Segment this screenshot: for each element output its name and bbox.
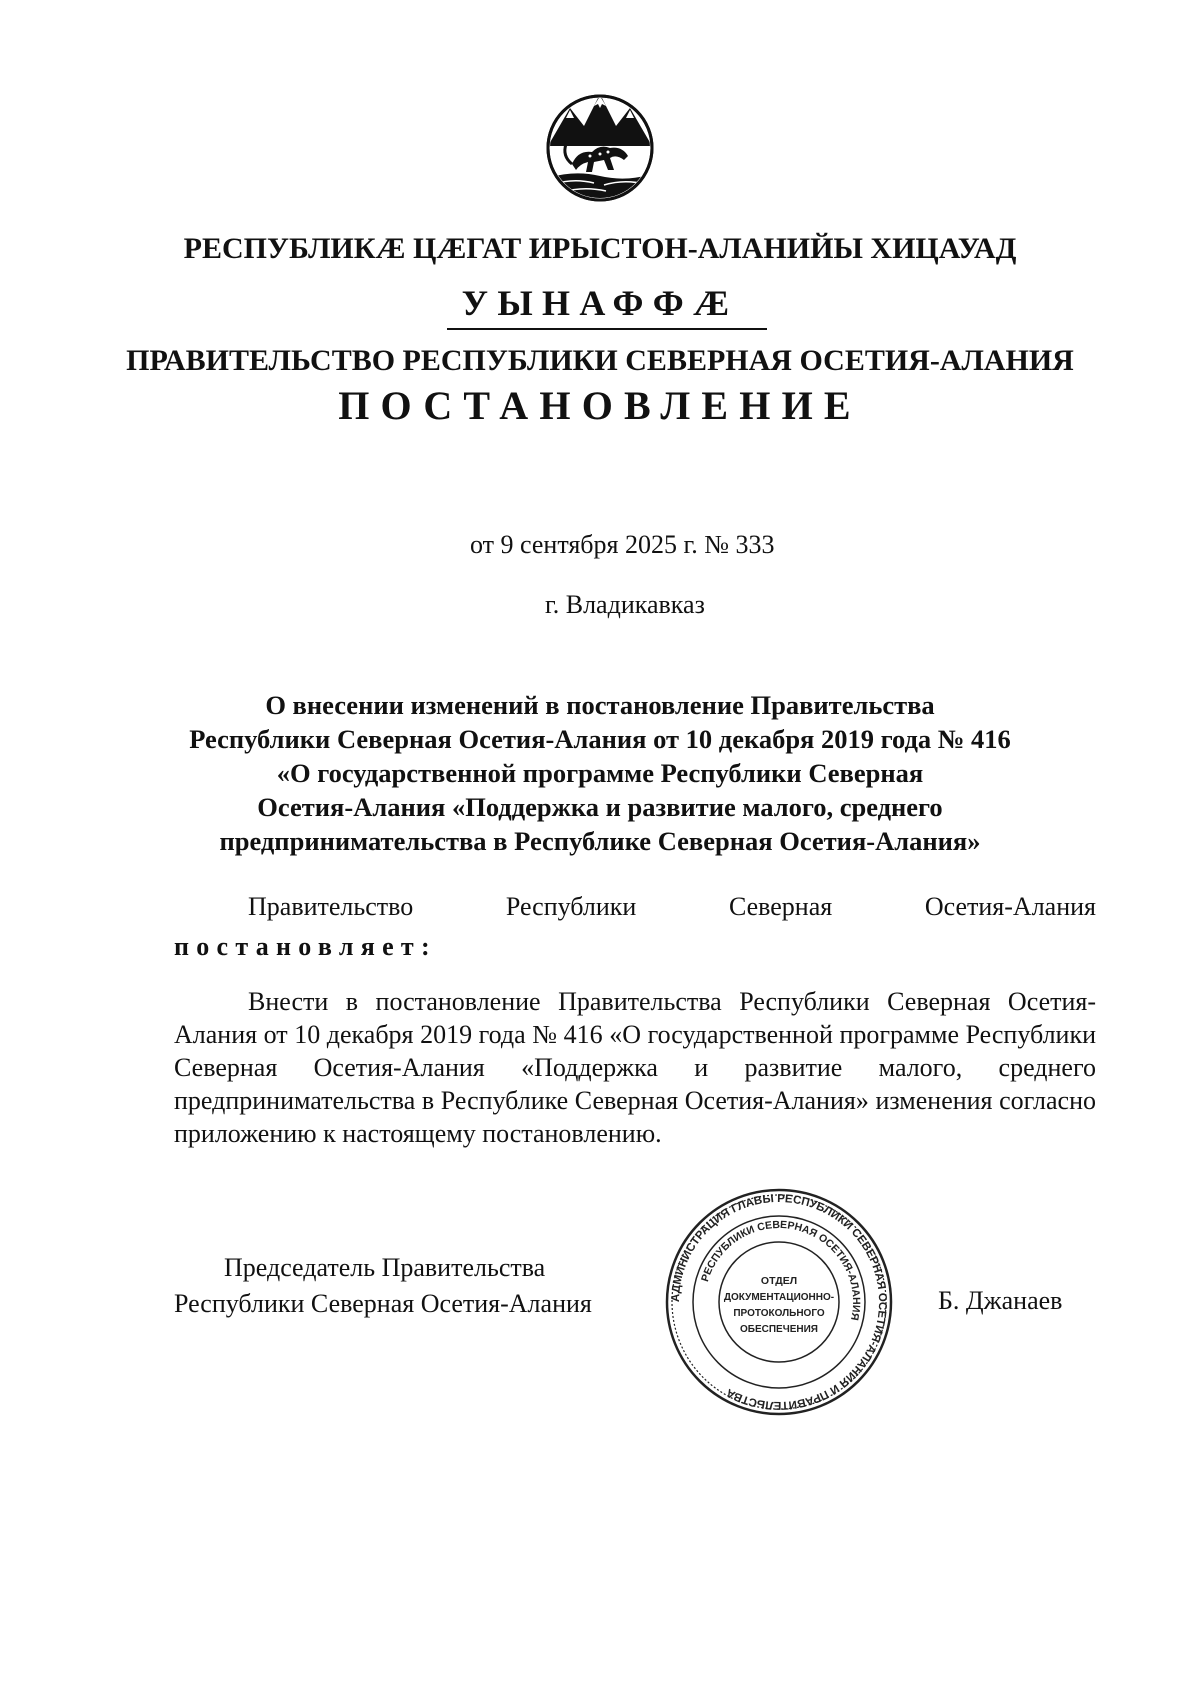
seal-inner-ring-text: РЕСПУБЛИКИ СЕВЕРНАЯ ОСЕТИЯ-АЛАНИЯ xyxy=(699,1218,863,1322)
preamble-word: Северная xyxy=(728,892,833,921)
official-seal-stamp xyxy=(652,1188,906,1416)
resolution-date-number: от 9 сентября 2025 г. № 333 xyxy=(470,530,775,559)
heading-divider xyxy=(447,328,767,330)
seal-center-line: ДОКУМЕНТАЦИОННО- xyxy=(723,1292,835,1303)
signatory-position-line: Председатель Правительства xyxy=(224,1253,546,1282)
title-line: Осетия-Алания «Поддержка и развитие малого, среднего xyxy=(257,792,943,822)
title-line: О внесении изменений в постановление Правительства xyxy=(265,690,935,720)
resolution-heading-russian: ПОСТАНОВЛЕНИЕ xyxy=(338,383,862,428)
resolution-city: г. Владикавказ xyxy=(545,590,705,619)
resolution-heading-ossetian: УЫНАФФӔ xyxy=(461,283,739,323)
seal-center-line: ПРОТОКОЛЬНОГО xyxy=(733,1308,825,1319)
signatory-position xyxy=(174,1250,592,1322)
seal-center-line: ОБЕСПЕЧЕНИЯ xyxy=(739,1324,819,1335)
title-line: предпринимательства в Республике Северная Осетия-Алания» xyxy=(219,826,981,856)
seal-center-line: ОТДЕЛ xyxy=(760,1275,798,1287)
preamble-word: Правительство xyxy=(248,892,414,921)
north-ossetia-coat-of-arms-icon xyxy=(544,86,656,216)
title-line: Республики Северная Осетия-Алания от 10 декабря 2019 года № 416 xyxy=(189,724,1011,754)
signatory-position-line: Республики Северная Осетия-Алания xyxy=(174,1289,592,1318)
resolution-body: Внести в постановление Правительства Республики Северная Осетия-Алания от 10 декабря 2019 года № 416 «О государственной программе Республики Северная Осетия-Алания «Поддержка и развитие малого, среднего предпринимательства в Республике Северная Осетия-Алания» изменения согласно приложению к настоящему постановлению. xyxy=(174,987,1096,1148)
preamble-word: Республики xyxy=(505,892,637,921)
government-name-ossetian: РЕСПУБЛИКӔ ЦӔГАТ ИРЫСТОН-АЛАНИЙЫ ХИЦАУАД xyxy=(183,232,1017,265)
resolution-title xyxy=(140,688,1060,858)
title-line: «О государственной программе Республики Северная xyxy=(276,758,924,788)
preamble-line xyxy=(248,892,1096,922)
government-name-russian: ПРАВИТЕЛЬСТВО РЕСПУБЛИКИ СЕВЕРНАЯ ОСЕТИЯ-АЛАНИЯ xyxy=(126,344,1074,377)
preamble-word: Осетия-Алания xyxy=(924,892,1096,921)
seal-outer-ring-text: АДМИНИСТРАЦИЯ ГЛАВЫ РЕСПУБЛИКИ СЕВЕРНАЯ ОСЕТИЯ-АЛАНИЯ И ПРАВИТЕЛЬСТВА xyxy=(669,1192,889,1412)
decree-word: постановляет: xyxy=(174,932,437,961)
signatory-name: Б. Джанаев xyxy=(938,1286,1063,1315)
